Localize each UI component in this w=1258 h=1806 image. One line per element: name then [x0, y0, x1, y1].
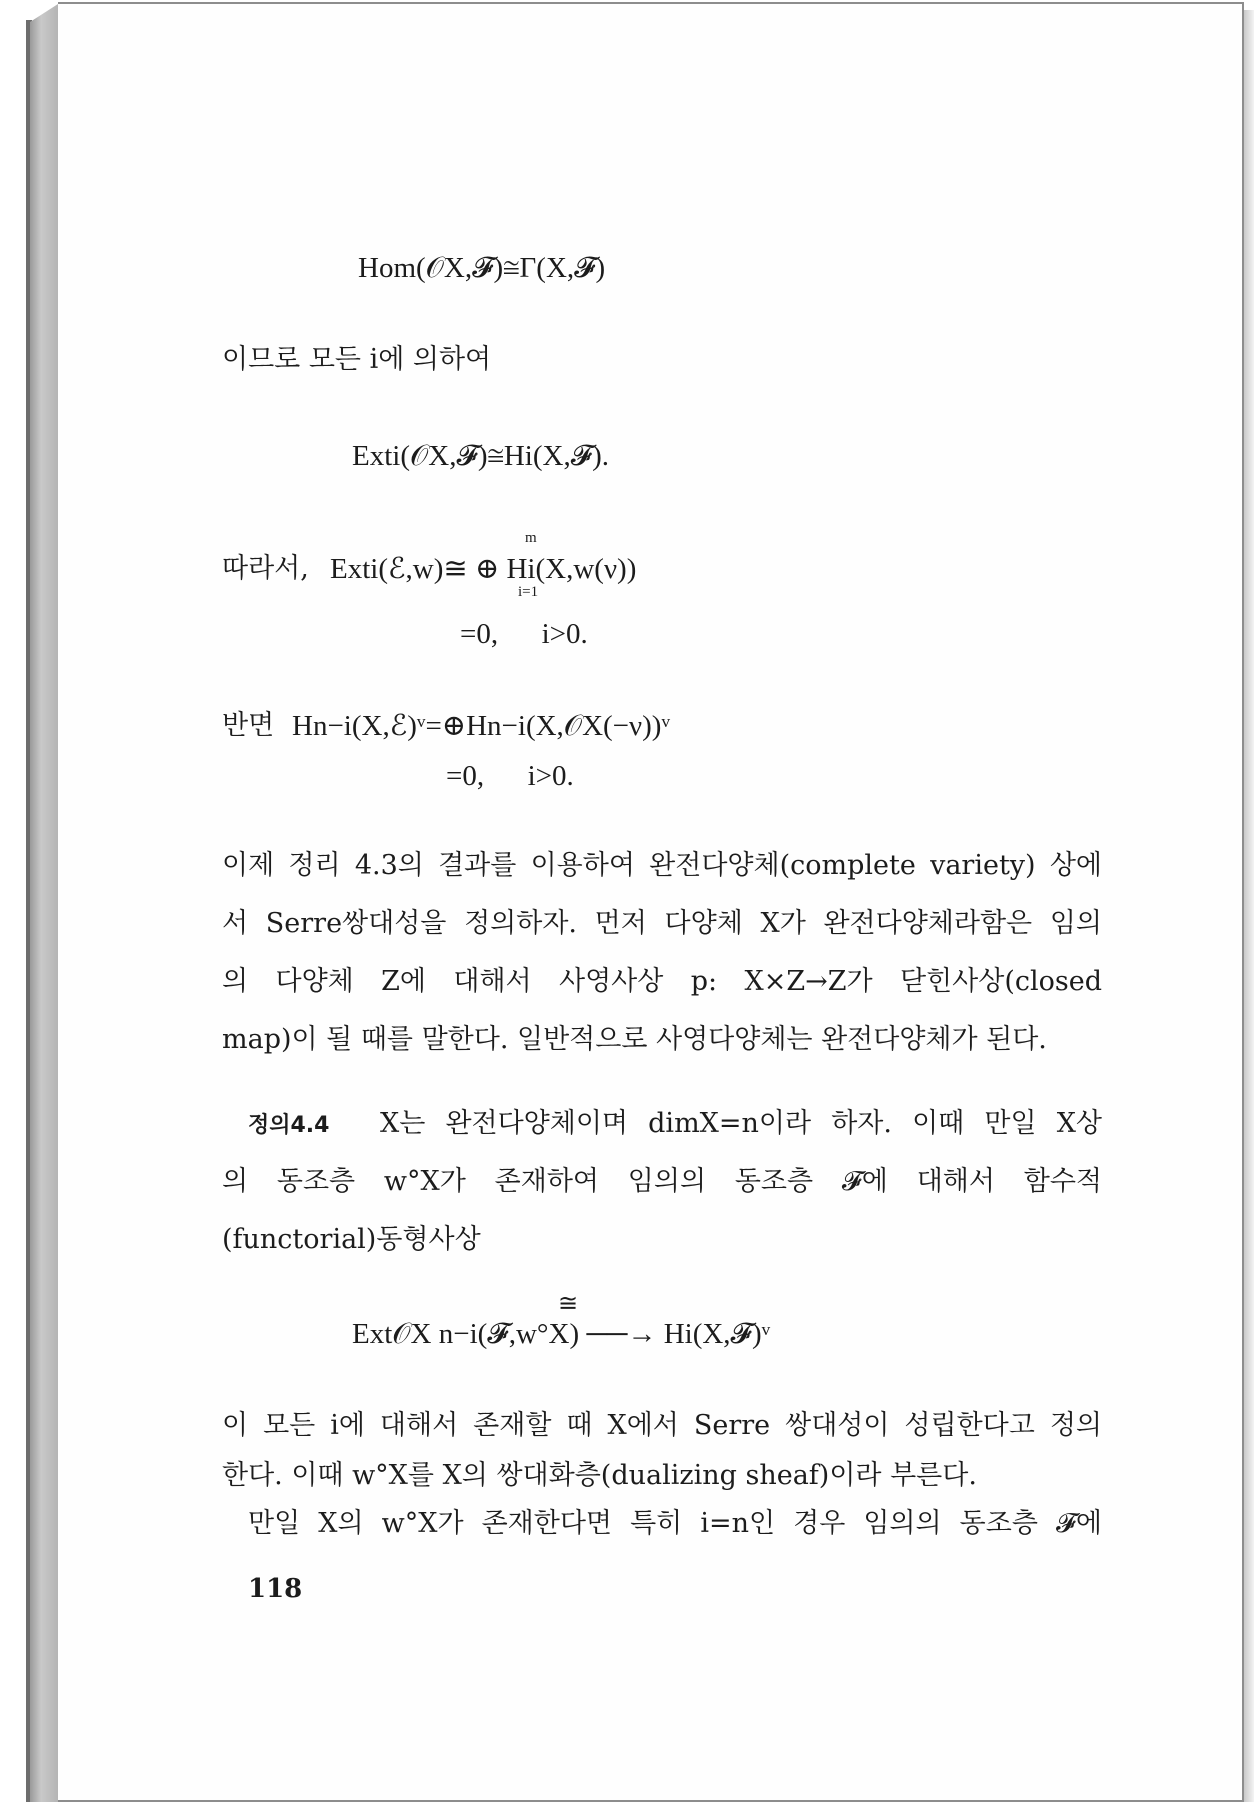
sum-lower-limit: i=1 [518, 584, 539, 600]
definition-number: 정의4.4 [248, 1113, 330, 1138]
equation-label-ttaraseo: 따라서, [222, 553, 309, 584]
definition-line: X는 완전다양체이며 dimX=n이라 하자. 이때 만일 X상 [380, 1108, 1102, 1139]
text-line: 이므로 모든 i에 의하여 [222, 344, 492, 375]
paragraph-line: 만일 X의 w°X가 존재한다면 특히 i=n인 경우 임의의 동조층 𝓕에 [248, 1508, 1102, 1539]
paragraph-line: 의 다양체 Z에 대해서 사영사상 p: X×Z→Z가 닫힌사상(closed [222, 966, 1102, 997]
paragraph-line: 서 Serre쌍대성을 정의하자. 먼저 다양체 X가 완전다양체라함은 임의 [222, 908, 1102, 939]
definition-line: 의 동조층 w°X가 존재하여 임의의 동조층 𝓕에 대해서 함수적 [222, 1166, 1102, 1197]
definition-line: (functorial)동형사상 [222, 1224, 481, 1255]
page-edge [1244, 10, 1254, 1802]
paragraph-line: 이제 정리 4.3의 결과를 이용하여 완전다양체(complete variety) 상에 [222, 850, 1102, 881]
equation-result: =0, i>0. [446, 760, 574, 792]
paragraph-line: map)이 될 때를 말한다. 일반적으로 사영다양체는 완전다양체가 된다. [222, 1024, 1047, 1055]
paragraph-line: 이 모든 i에 대해서 존재할 때 X에서 Serre 쌍대성이 성립한다고 정의 [222, 1410, 1102, 1441]
equation-ext: Exti(𝒪X,𝓕)≅Hi(X,𝓕). [352, 440, 610, 472]
book-spine [30, 4, 58, 1802]
definition-label [248, 1104, 329, 1146]
paragraph-line: 한다. 이때 w°X를 X의 쌍대화층(dualizing sheaf)이라 부른다. [222, 1460, 977, 1491]
isomorphism-symbol: ≅ [558, 1291, 579, 1317]
equation-serre-duality: Ext𝒪X n−i(𝓕,w°X) ──→ Hi(X,𝓕)ᵛ [352, 1318, 771, 1350]
page-number: 118 [248, 1574, 303, 1604]
sum-upper-limit: m [525, 530, 537, 546]
equation-label-banmyeon: 반면 [222, 710, 275, 741]
equation-result: =0, i>0. [460, 618, 588, 650]
equation-ext-sum: Exti(ℰ,w)≅ ⊕ Hi(X,w(ν)) [330, 553, 637, 585]
equation-dual: Hn−i(X,ℰ)ᵛ=⊕Hn−i(X,𝒪X(−ν))ᵛ [292, 710, 670, 742]
equation-hom: Hom(𝒪X,𝓕)≅Γ(X,𝓕) [358, 252, 606, 284]
